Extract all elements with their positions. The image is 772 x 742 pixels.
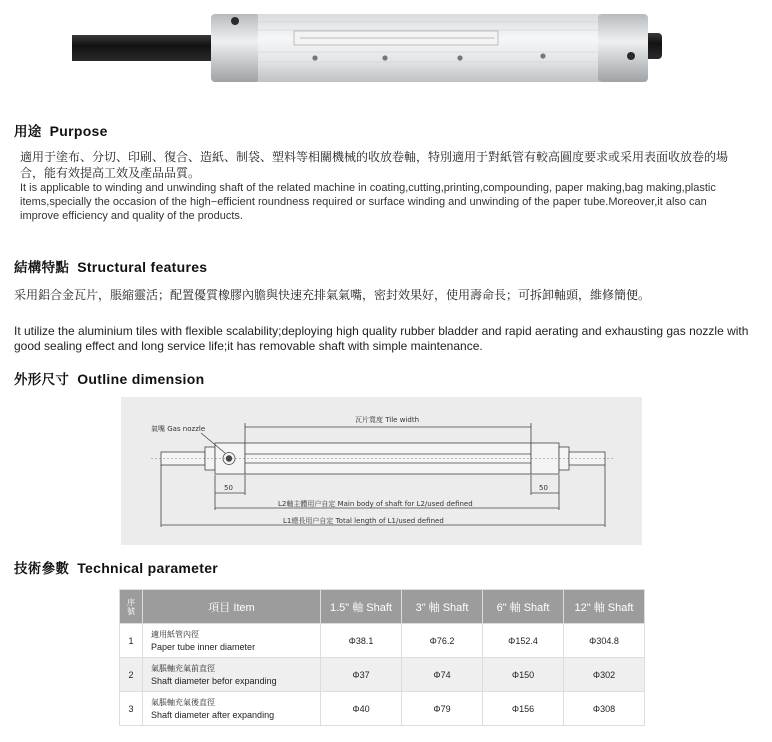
- structural-title-en: Structural features: [77, 259, 208, 275]
- row-value: Φ79: [402, 692, 483, 726]
- row-item-zh: 氣脹軸充氣後直徑: [151, 697, 215, 707]
- row-item: [143, 692, 321, 726]
- row-no: 2: [120, 658, 143, 692]
- row-value: Φ37: [321, 658, 402, 692]
- header-item: 項目 Item: [143, 590, 321, 624]
- tile-width-label: 瓦片寬度 Tile width: [355, 416, 420, 424]
- structural-text-zh: 采用鋁合金瓦片，脹縮靈活；配置優質橡膠內膽與快速充排氣氣嘴，密封效果好，使用壽命長；可拆卸軸頭，維修簡便。: [14, 288, 651, 302]
- row-item-en: Shaft diameter befor expanding: [151, 675, 277, 686]
- row-item: [143, 624, 321, 658]
- header-c3: 6" 軸 Shaft: [483, 590, 564, 624]
- row-value: Φ38.1: [321, 624, 402, 658]
- purpose-text-en: It is applicable to winding and unwinding shaft of the related machine in coating,cutting,printing,compounding, paper making,bag making,plastic items,specially the occasion of the high−efficient roundness required or surface winding and unwinding of the paper tube.Moreover,it also can improve efficiency and quality of the products.: [20, 182, 716, 222]
- row-no: 3: [120, 692, 143, 726]
- technical-title-zh: 技術參數: [14, 561, 70, 577]
- gas-nozzle-label: 氣嘴 Gas nozzle: [151, 425, 206, 433]
- structural-text-en: It utilize the aluminium tiles with flexible scalability;deploying high quality rubber bladder and rapid aerating and exhausting gas nozzle with good sealing effect and long service life;it has removable shaft with simple maintenance.: [14, 324, 749, 353]
- header-no: 序號: [120, 590, 143, 624]
- purpose-text-zh: 適用于塗布、分切、印刷、復合、造紙、制袋、塑料等相關機械的收放卷軸，特別適用于對紙管有較高圓度要求或采用表面收放卷的場合，能有效提高工效及產品品質。: [20, 150, 729, 180]
- row-no: 1: [120, 624, 143, 658]
- header-c2: 3" 軸 Shaft: [402, 590, 483, 624]
- purpose-heading: [14, 120, 108, 140]
- row-value: Φ304.8: [564, 624, 645, 658]
- row-value: Φ150: [483, 658, 564, 692]
- technical-parameter-table: [119, 589, 645, 726]
- row-value: Φ74: [402, 658, 483, 692]
- row-item-zh: 適用紙管內徑: [151, 629, 199, 639]
- table-row: [120, 692, 645, 726]
- row-value: Φ156: [483, 692, 564, 726]
- outline-dimension-diagram: [121, 397, 642, 545]
- outline-title-zh: 外形尺寸: [14, 372, 70, 388]
- row-value: Φ302: [564, 658, 645, 692]
- technical-heading: [14, 557, 218, 577]
- l1-label: L1總長用户自定 Total length of L1/used defined: [283, 517, 444, 525]
- structural-heading: [14, 256, 207, 276]
- table-row: [120, 658, 645, 692]
- row-value: Φ152.4: [483, 624, 564, 658]
- row-value: Φ308: [564, 692, 645, 726]
- row-value: Φ76.2: [402, 624, 483, 658]
- technical-title-en: Technical parameter: [77, 560, 219, 576]
- row-item: [143, 658, 321, 692]
- header-c1: 1.5" 軸 Shaft: [321, 590, 402, 624]
- purpose-title-en: Purpose: [49, 123, 108, 139]
- row-item-en: Paper tube inner diameter: [151, 641, 256, 652]
- row-item-en: Shaft diameter after expanding: [151, 709, 275, 720]
- header-c4: 12" 軸 Shaft: [564, 590, 645, 624]
- row-item-zh: 氣脹軸充氣前直徑: [151, 663, 215, 673]
- purpose-title-zh: 用途: [14, 124, 42, 140]
- table-row: [120, 624, 645, 658]
- left-50-label: 50: [224, 484, 233, 492]
- structural-title-zh: 結構特點: [14, 260, 70, 276]
- l2-label: L2軸主體用户自定 Main body of shaft for L2/used defined: [278, 500, 473, 508]
- outline-heading: [14, 368, 204, 388]
- outline-title-en: Outline dimension: [77, 371, 205, 387]
- table-header-row: [120, 590, 645, 624]
- air-shaft-photo: [0, 0, 772, 100]
- row-value: Φ40: [321, 692, 402, 726]
- right-50-label: 50: [539, 484, 548, 492]
